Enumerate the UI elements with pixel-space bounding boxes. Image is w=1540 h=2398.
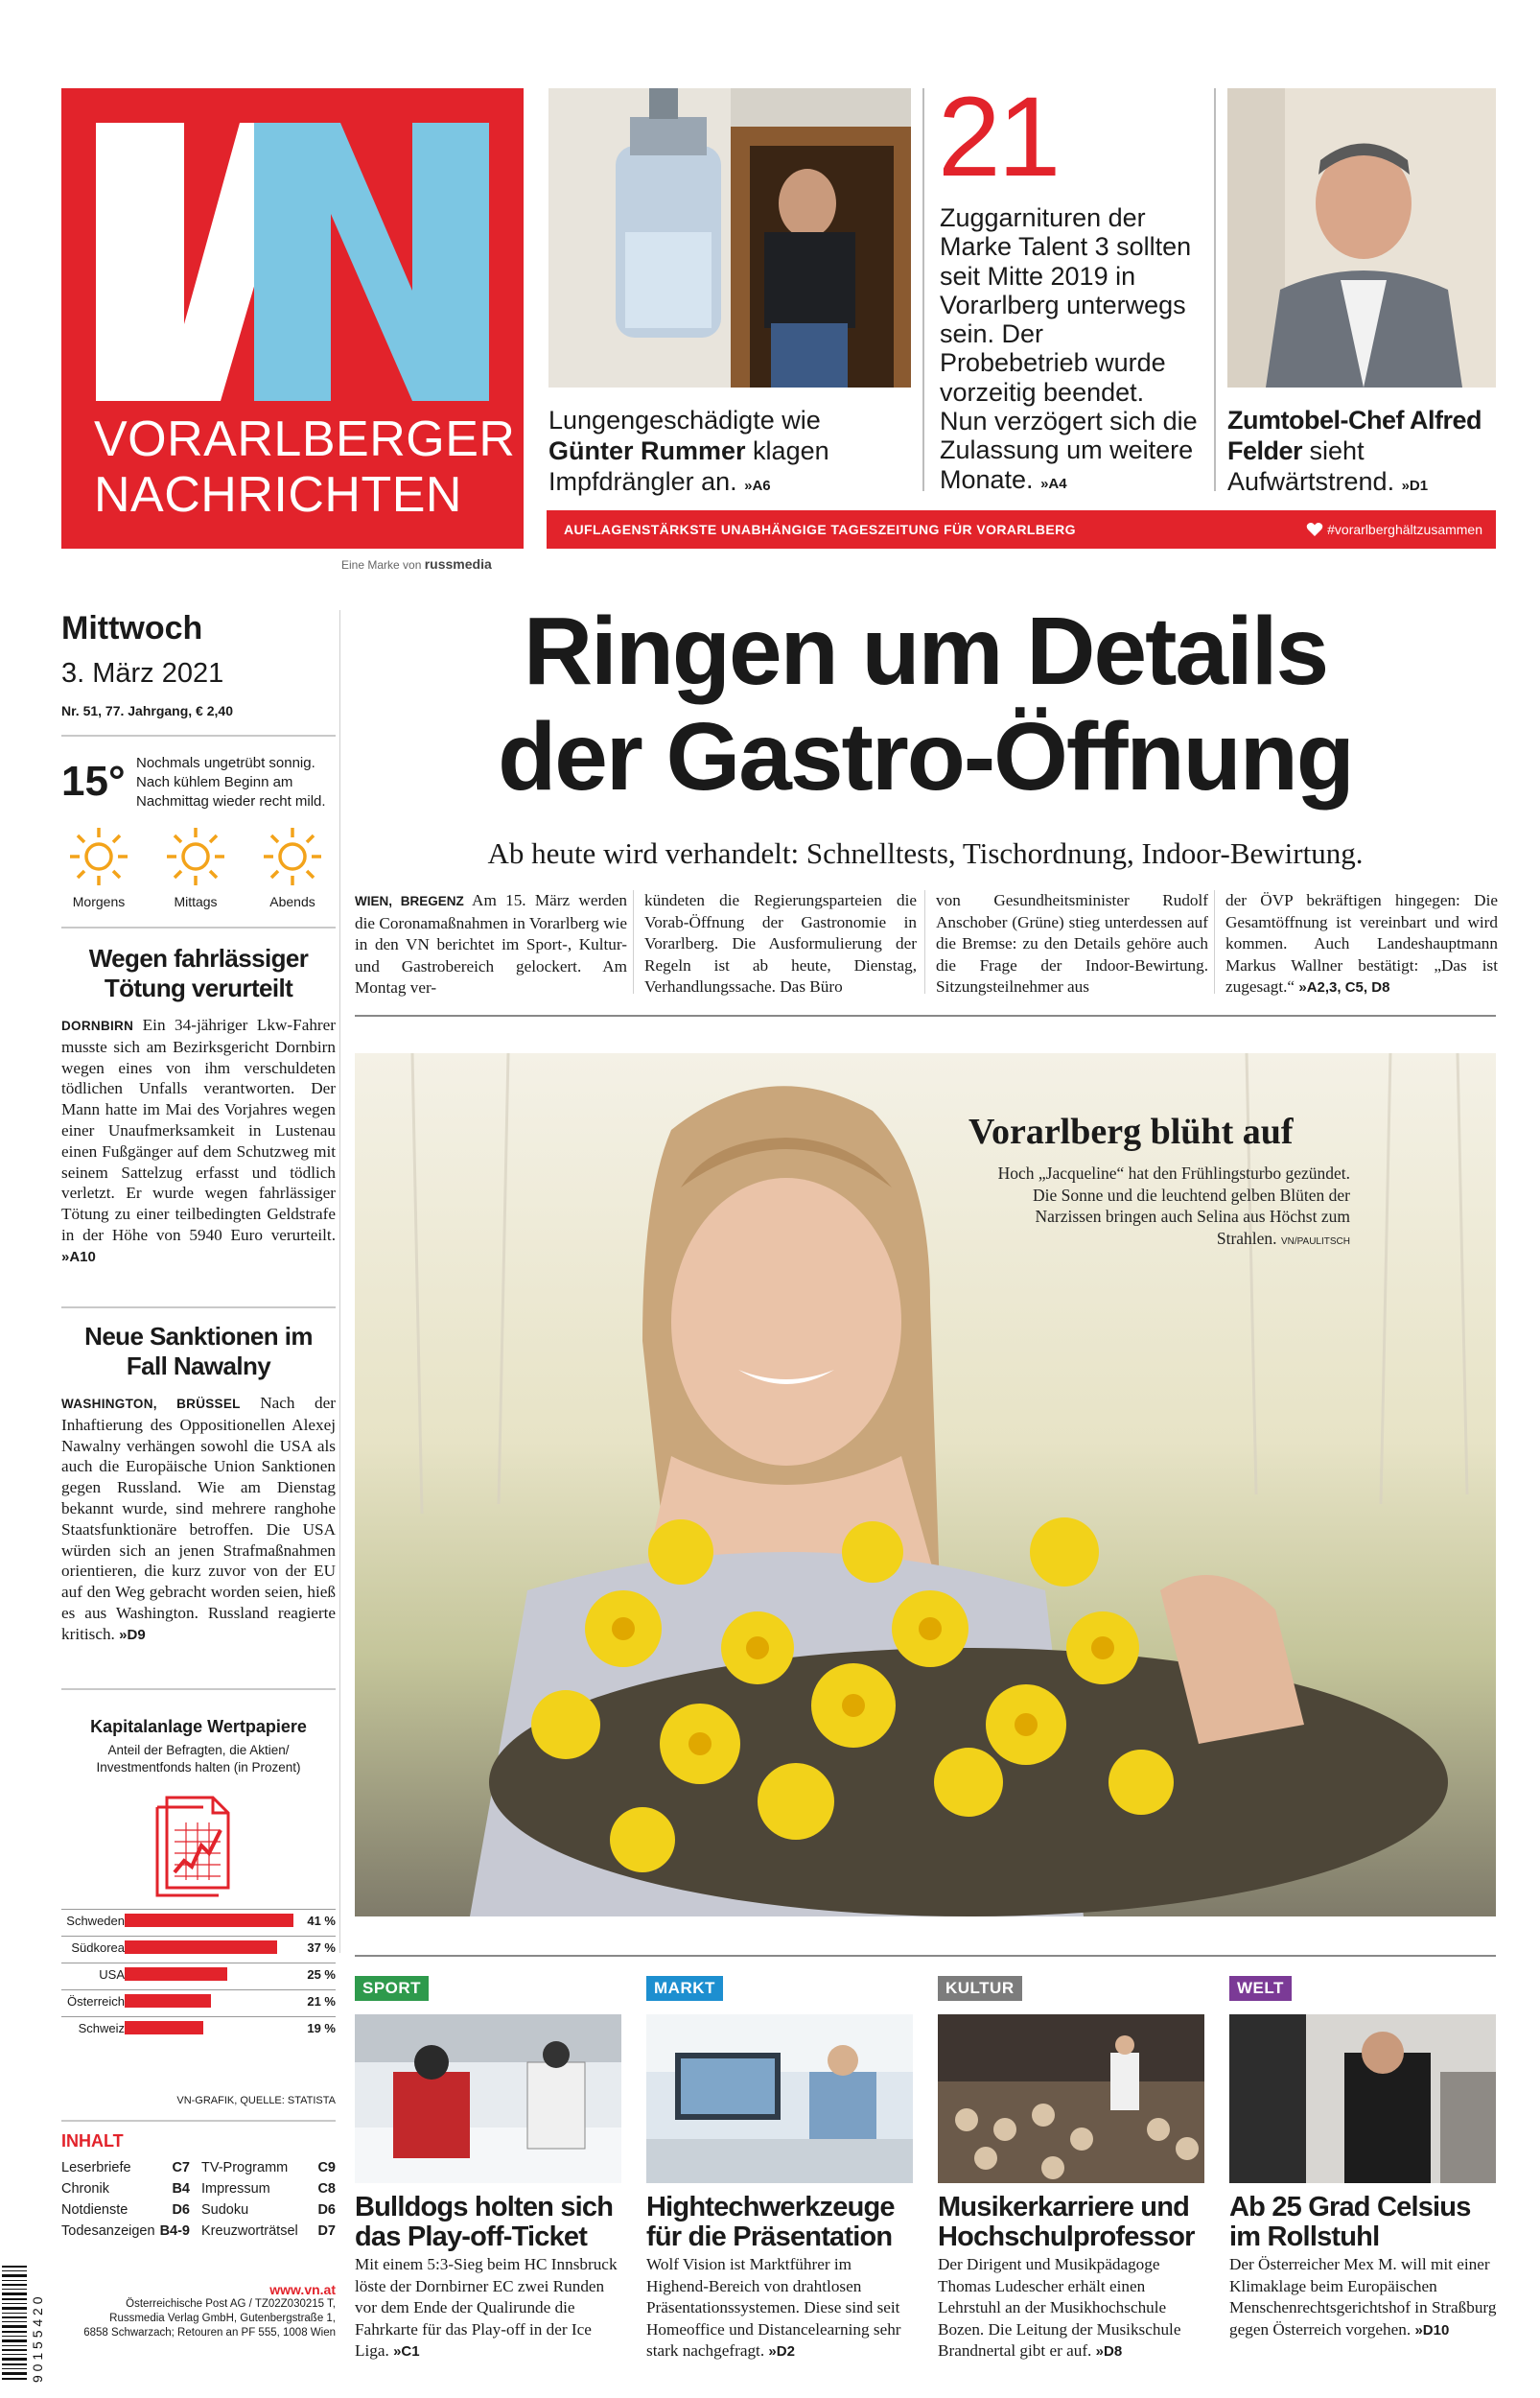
- contents-item[interactable]: [61, 2181, 190, 2202]
- chart-value-label: 21 %: [307, 1994, 336, 2009]
- contents-item-page: B4: [172, 2181, 190, 2197]
- divider: [61, 927, 336, 929]
- hashtag-text: #vorarlberghältzusammen: [1327, 522, 1482, 537]
- divider: [355, 1015, 1496, 1017]
- teaser-photo-oxygen[interactable]: [548, 88, 911, 388]
- heart-icon: [1306, 522, 1323, 537]
- weather-text: Nochmals ungetrübt sonnig. Nach kühlem Beginn am Nachmittag wieder recht mild.: [136, 755, 326, 810]
- contents-item-name: TV-Programm: [201, 2160, 289, 2175]
- imprint-line: 6858 Schwarzach; Retouren an PF 555, 1008 Wien: [83, 2327, 336, 2339]
- chart-value-label: 25 %: [307, 1967, 336, 1982]
- contents-item[interactable]: [61, 2160, 190, 2181]
- lead-column-1: [355, 890, 627, 999]
- brand-note-text: Eine Marke von: [341, 558, 422, 572]
- chart-bar: [125, 1967, 227, 1981]
- contents-item[interactable]: [61, 2202, 190, 2223]
- divider: [355, 1955, 1496, 1957]
- brief-ref: »A10: [61, 1248, 96, 1265]
- section-ref: »D8: [1095, 2343, 1123, 2360]
- brief-dornbirn: [61, 1015, 336, 1268]
- section-text-markt: [646, 2254, 915, 2363]
- weather-label-morning: Morgens: [72, 894, 126, 909]
- divider: [61, 735, 336, 737]
- contents-item-name: Sudoku: [201, 2202, 249, 2218]
- chart-source: VN-GRAFIK, QUELLE: STATISTA: [176, 2095, 336, 2106]
- chart-category-label: Österreich: [67, 1994, 125, 2009]
- teaser-photo-felder[interactable]: [1227, 88, 1496, 388]
- lead-headline-line2: der Gastro-Öffnung: [498, 703, 1353, 811]
- feature-photo-caption-text: Hoch „Jacqueline“ hat den Frühlingsturbo gezündet. Die Sonne und die leuchtend gelben Blüten der Narzissen bringen auch Selina aus Höchst zum Strahlen.: [997, 1164, 1350, 1248]
- teaser-felder-text: sieht Aufwärtstrend.: [1227, 436, 1395, 496]
- brief-headline-dornbirn[interactable]: Wegen fahrlässiger Tötung verurteilt: [88, 944, 309, 1002]
- contents-item-page: C9: [317, 2160, 336, 2175]
- orchestra-photo-icon: [938, 2014, 1204, 2183]
- brief-text: Nach der Inhaftierung des Oppositionellen Alexej Nawalny verhängen sowohl die USA als auch die Europäische Union Sanktionen gegen Russland. Wie am Dienstag bekannt wurde, sind mehrere ranghohe Staatsfunktionäre betroffen. Die USA würden sich an jenen Strafmaßnahmen orientieren, die kurz zuvor von der EU auf den Weg gebracht worden seien, hieß es aus Washington. Russland reagierte kritisch.: [61, 1394, 336, 1643]
- teaser-talent-text: Zuggarnituren der Marke Talent 3 sollten seit Mitte 2019 in Vorarlberg unterwegs sein. Der Probebetrieb wurde vorzeitig beendet. Nun verzögert sich die Zulassung um weitere Monate.: [940, 203, 1198, 494]
- column-divider: [1214, 88, 1216, 491]
- contents-item-name: Chronik: [61, 2181, 109, 2197]
- weather-label-noon: Mittags: [174, 894, 218, 909]
- section-text: Wolf Vision ist Marktführer im Highend-Bereich von drahtlosen Präsentationssystemen. Diese sind seit Homeoffice und Distancelearning sehr stark nachgefragt.: [646, 2255, 901, 2360]
- imprint-web[interactable]: www.vn.at: [269, 2282, 336, 2297]
- masthead-tagline-bar: [547, 510, 1496, 549]
- divider: [61, 1688, 336, 1690]
- edition-date: 3. März 2021: [61, 658, 224, 689]
- logo-name-line1: VORARLBERGER: [94, 411, 516, 467]
- contents-item[interactable]: [201, 2202, 336, 2223]
- barcode-number: 9 0 1 5 5 4 2 0: [30, 2296, 45, 2383]
- contents-item-page: C8: [317, 2181, 336, 2197]
- contents-item[interactable]: [61, 2223, 190, 2245]
- teaser-rummer[interactable]: [548, 405, 911, 502]
- chart-category-label: Schweden: [66, 1914, 125, 1928]
- section-text-sport: [355, 2254, 623, 2363]
- feature-photo-title: Vorarlberg blüht auf: [968, 1112, 1294, 1152]
- section-ref: »D2: [768, 2343, 795, 2360]
- section-photo-sport[interactable]: [355, 2014, 621, 2183]
- weather-label-evening: Abends: [269, 894, 315, 909]
- section-headline-kultur[interactable]: Musikerkarriere und Hochschulprofessor: [938, 2192, 1195, 2252]
- section-ref: »C1: [393, 2343, 420, 2360]
- chart-row: [61, 1989, 336, 2010]
- column-divider: [924, 890, 925, 994]
- chart-row: [61, 1936, 336, 1957]
- lead-text: der ÖVP bekräftigen hingegen: Die Gesamtöffnung ist vereinbart und wird kommen. Auch Landeshauptmann Markus Wallner bestätigt: „Das ist zugesagt.“: [1225, 891, 1498, 996]
- section-photo-markt[interactable]: [646, 2014, 913, 2183]
- brief-ref: »D9: [119, 1626, 146, 1643]
- contents-item-name: Todesanzeigen: [61, 2223, 155, 2239]
- portrait-photo-icon: [1227, 88, 1496, 388]
- vn-logo[interactable]: [61, 88, 524, 549]
- divider: [61, 1306, 336, 1308]
- edition-issue: Nr. 51, 77. Jahrgang, € 2,40: [61, 703, 233, 718]
- lead-headline-line1: Ringen um Details: [523, 598, 1328, 705]
- contents-item[interactable]: [201, 2223, 336, 2245]
- teaser-talent-ref: »A4: [1040, 475, 1067, 492]
- contents-item-page: D7: [317, 2223, 336, 2239]
- section-photo-welt[interactable]: [1229, 2014, 1496, 2183]
- contents-item-name: Kreuzworträtsel: [201, 2223, 298, 2239]
- lead-ref: »A2,3, C5, D8: [1298, 979, 1390, 996]
- contents-item[interactable]: [201, 2160, 336, 2181]
- section-text: Der Österreicher Mex M. will mit einer Klimaklage beim Europäischen Menschenrechtsgerichtshof in Straßburg gegen Österreich vorgehen.: [1229, 2255, 1497, 2339]
- brand-owner: russmedia: [424, 556, 492, 572]
- section-headline-markt[interactable]: Hightechwerkzeuge für die Präsentation: [646, 2192, 895, 2252]
- barcode-icon: [0, 2262, 58, 2386]
- teaser-talent[interactable]: [940, 203, 1199, 499]
- chart-category-label: Südkorea: [71, 1940, 125, 1955]
- section-text-welt: [1229, 2254, 1498, 2341]
- brief-text: Ein 34-jähriger Lkw-Fahrer musste sich am Bezirksgericht Dornbirn wegen eines von ihm verschuldeten tödlichen Unfalls verantworten. Der Mann hatte im Mai des Vorjahres wegen einer Unaufmerksamkeit in Lustenau einen Fußgänger auf dem Schutzweg mit seinem Sattelzug erfasst und tödlich verletzt. Er wurde wegen fahrlässiger Tötung zu einer teilbedingten Geldstrafe in der Höhe von 5940 Euro verurteilt.: [61, 1016, 336, 1244]
- chart-category-label: Schweiz: [78, 2021, 125, 2035]
- teaser-rummer-name: Günter Rummer: [548, 436, 746, 465]
- oxygen-photo-icon: [548, 88, 911, 388]
- lead-headline[interactable]: [355, 599, 1496, 810]
- teaser-felder-name: Zumtobel-Chef Alfred Felder: [1227, 406, 1482, 465]
- rubric-kultur[interactable]: KULTUR: [938, 1976, 1022, 2001]
- contents-item-page: C7: [172, 2160, 190, 2175]
- chart-row: [61, 1909, 336, 1930]
- contents-title: INHALT: [61, 2131, 124, 2151]
- section-text: Der Dirigent und Musikpädagoge Thomas Ludescher erhält einen Lehrstuhl an der Musikhochschule Bozen. Die Leitung der Musikschule Brandnertal gibt er auf.: [938, 2255, 1181, 2360]
- tagline: AUFLAGENSTÄRKSTE UNABHÄNGIGE TAGESZEITUNG FÜR VORARLBERG: [564, 522, 1076, 537]
- chart-subtitle: Anteil der Befragten, die Aktien/ Investmentfonds halten (in Prozent): [96, 1743, 301, 1775]
- weather-temperature: 15°: [61, 758, 126, 805]
- teaser-felder[interactable]: [1227, 405, 1496, 502]
- photo-credit: VN/PAULITSCH: [1280, 1235, 1350, 1247]
- sun-icon: [164, 825, 227, 888]
- lead-text: Am 15. März werden die Coronamaßnahmen in Vorarlberg wie in den VN berichtet im Sport-, Kultur- und Gastrobereich gelockert. Am Montag ver-: [355, 891, 627, 997]
- rubric-welt[interactable]: WELT: [1229, 1976, 1292, 2001]
- rubric-markt[interactable]: MARKT: [646, 1976, 723, 2001]
- brief-headline-nawalny[interactable]: Neue Sanktionen im Fall Nawalny: [84, 1322, 313, 1380]
- office-photo-icon: [646, 2014, 913, 2183]
- contents-item-page: D6: [317, 2202, 336, 2218]
- imprint: [69, 2283, 336, 2340]
- chart-bar: [125, 1940, 277, 1954]
- stock-chart-document-icon: [150, 1792, 242, 1897]
- lead-column-4: [1225, 890, 1498, 999]
- brand-note: [341, 556, 492, 572]
- chart-value-label: 37 %: [307, 1940, 336, 1955]
- rubric-sport[interactable]: SPORT: [355, 1976, 429, 2001]
- brief-location: DORNBIRN: [61, 1019, 134, 1033]
- chart-bar: [125, 1994, 211, 2008]
- chart-bar: [125, 2021, 203, 2034]
- edition-weekday: Mittwoch: [61, 610, 203, 647]
- section-photo-kultur[interactable]: [938, 2014, 1204, 2183]
- teaser-rummer-text-after: klagen Impfdrängler an.: [548, 436, 829, 496]
- logo-name-line2: NACHRICHTEN: [94, 467, 462, 523]
- chart-bar: [125, 1914, 293, 1927]
- sun-icon: [261, 825, 324, 888]
- column-divider: [922, 88, 924, 491]
- section-ref: »D10: [1414, 2321, 1450, 2339]
- lead-column-3: von Gesundheitsminister Rudolf Anschober (Grüne) stieg unterdessen auf die Bremse: zu den Details gehöre auch die Frage der Indoor-Bewirtung. Sitzungsteilnehmer aus: [936, 891, 1208, 996]
- column-divider: [339, 610, 340, 1953]
- chart-title: Kapitalanlage Wertpapiere: [90, 1717, 307, 1736]
- chart-row: [61, 2016, 336, 2037]
- brief-location: WASHINGTON, BRÜSSEL: [61, 1397, 241, 1411]
- column-divider: [1214, 890, 1215, 994]
- contents-item-name: Leserbriefe: [61, 2160, 131, 2175]
- chart-row: [61, 1963, 336, 1984]
- contents-item-page: B4-9: [159, 2223, 190, 2239]
- hashtag[interactable]: [1306, 522, 1482, 537]
- teaser-felder-ref: »D1: [1401, 478, 1429, 494]
- brief-nawalny: [61, 1393, 336, 1646]
- lead-location: WIEN, BREGENZ: [355, 894, 464, 908]
- feature-photo-caption: [978, 1163, 1350, 1253]
- teaser-rummer-ref: »A6: [744, 478, 771, 494]
- teaser-rummer-text: Lungengeschädigte wie: [548, 406, 821, 435]
- imprint-line: Russmedia Verlag GmbH, Gutenbergstraße 1,: [109, 2313, 336, 2324]
- contents-item[interactable]: [201, 2181, 336, 2202]
- teaser-number: 21: [938, 74, 1059, 200]
- contents-item-name: Notdienste: [61, 2202, 128, 2218]
- lead-subhead: Ab heute wird verhandelt: Schnelltests, Tischordnung, Indoor-Bewirtung.: [487, 836, 1364, 870]
- wheelchair-athlete-photo-icon: [1229, 2014, 1496, 2183]
- chart-value-label: 19 %: [307, 2021, 336, 2035]
- chart-category-label: USA: [99, 1967, 125, 1982]
- imprint-line: Österreichische Post AG / TZ02Z030215 T,: [126, 2298, 336, 2310]
- vn-logo-mark-icon: [96, 123, 489, 401]
- divider: [61, 2120, 336, 2122]
- contents-item-page: D6: [172, 2202, 190, 2218]
- lead-column-2: kündeten die Regierungsparteien die Vorab-Öffnung der Gastronomie in Vorarlberg. Die Ausformulierung der Regeln ist ab heute, Dienstag, Verhandlungssache. Das Büro: [644, 891, 917, 996]
- column-divider: [633, 890, 634, 994]
- section-headline-welt[interactable]: Ab 25 Grad Celsius im Rollstuhl: [1229, 2192, 1471, 2252]
- section-headline-sport[interactable]: Bulldogs holten sich das Play-off-Ticket: [355, 2192, 614, 2252]
- chart-value-label: 41 %: [307, 1914, 336, 1928]
- section-text: Mit einem 5:3-Sieg beim HC Innsbruck löste der Dornbirner EC zwei Runden vor dem Ende der Qualirunde die Fahrkarte für das Play-off in der Ice Liga.: [355, 2255, 618, 2360]
- hockey-photo-icon: [355, 2014, 621, 2183]
- section-text-kultur: [938, 2254, 1206, 2363]
- contents-item-name: Impressum: [201, 2181, 270, 2197]
- sun-icon: [67, 825, 130, 888]
